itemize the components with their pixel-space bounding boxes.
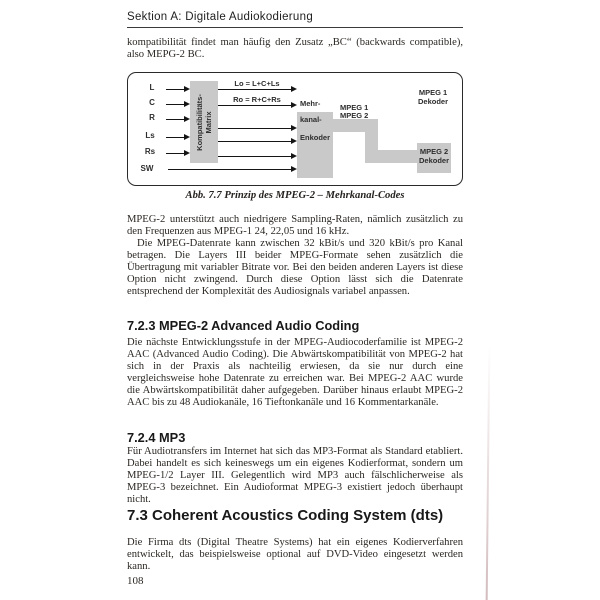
input-label-C: C xyxy=(149,98,155,107)
arrow-Rs-to-matrix xyxy=(166,153,184,154)
signal-label-lo: Lo = L+C+Ls xyxy=(234,79,280,88)
arrow-ro xyxy=(218,105,291,106)
paragraph-aac: Die nächste Entwicklungsstufe in der MPEG-Audiocoderfamilie ist MPEG-2 AAC (Advanced Audio Coding). Die Abwärtskompatibilität von MPEG-2 hat sich in der Praxis als nachteilig erwiesen, da sie nur durch eine vergleichsweise hohe Datenrate zu erreichen war. Bei MPEG-2 AAC wurde die Abwärtskompatibilität daher aufgegeben. Darüber hinaus erlaubt MPEG-2 AAC bis zu 48 Audiokanäle, 16 Tieftonkanäle und 16 Kommentarkanäle. xyxy=(127,337,463,408)
arrow-R-to-matrix xyxy=(166,119,184,120)
matrix-label-line1: Kompatibilitäts- xyxy=(194,93,204,151)
heading-7-2-3: 7.2.3 MPEG-2 Advanced Audio Coding xyxy=(127,318,360,333)
figure-caption: Abb. 7.7 Prinzip des MPEG-2 – Mehrkanal-Codes xyxy=(185,190,405,201)
arrow-C-to-matrix xyxy=(166,104,184,105)
paragraph-dts: Die Firma dts (Digital Theatre Systems) hat ein eigenes Kodierverfahren entwickelt, das beispielsweise optional auf DVD-Video eingesetzt werden kann. xyxy=(127,537,463,572)
running-header: Sektion A: Digitale Audiokodierung xyxy=(127,11,314,23)
input-label-L: L xyxy=(149,83,155,92)
header-rule xyxy=(127,27,463,28)
heading-7-3: 7.3 Coherent Acoustics Coding System (dts) xyxy=(127,507,444,524)
paragraph-mp3: Für Audiotransfers im Internet hat sich das MP3-Format als Standard etabliert. Dabei handelt es sich keineswegs um ein eigenes Kodierformat, sondern um MPEG-1/2 Layer III. Gelegentlich wird MP3 auch fälschlicherweise als MPEG-3 bezeichnet. Ein Audioformat MPEG-3 existiert jedoch überhaupt nicht. xyxy=(127,446,463,505)
matrix-label xyxy=(190,81,218,163)
decoder2-line1: MPEG 2 xyxy=(419,147,449,156)
arrow-L-to-matrix xyxy=(166,89,184,90)
page-number: 108 xyxy=(127,575,144,587)
input-label-R: R xyxy=(149,113,155,122)
figure-mpeg2-multichannel-diagram xyxy=(127,72,463,186)
encoder-label-line3: Enkoder xyxy=(300,133,331,142)
arrow-matrix-3 xyxy=(218,128,291,129)
encoder-label-line1: Mehr- xyxy=(300,99,321,108)
stream-label-mpeg1: MPEG 1 xyxy=(340,103,369,112)
encoder-label-line2: kanal- xyxy=(300,115,322,124)
stream-label-mpeg2: MPEG 2 xyxy=(340,111,369,120)
input-label-Rs: Rs xyxy=(144,147,156,156)
matrix-label-line2: Matrix xyxy=(203,110,213,134)
paragraph-datenrate: Die MPEG-Datenrate kann zwischen 32 kBit/s und 320 kBit/s pro Kanal betragen. Die Layers III beider MPEG-Formate sehen zusätzlich die Übertragung mit variabler Bitrate vor. Bei den beiden anderen Layers ist diese Option nicht zwingend. Durch diese Option lässt sich die Datenrate entsprechend der Komplexität des Audiosignals variabel anpassen. xyxy=(127,238,463,297)
input-label-Ls: Ls xyxy=(145,131,155,140)
arrow-lo xyxy=(218,89,291,90)
decoder2-line2: Dekoder xyxy=(418,155,449,165)
intro-paragraph: kompatibilität findet man häufig den Zusatz „BC“ (backwards compatible), also MEPG-2 BC. xyxy=(127,37,463,60)
page-edge-shadow xyxy=(486,345,491,600)
arrow-matrix-4 xyxy=(218,141,291,142)
input-label-SW: SW xyxy=(140,164,154,173)
decoder1-line2: Dekoder xyxy=(417,96,448,106)
arrow-sw-bypass xyxy=(168,169,291,170)
arrow-matrix-5 xyxy=(218,156,291,157)
heading-7-2-4: 7.2.4 MP3 xyxy=(127,430,186,445)
decoder1-label xyxy=(410,89,456,106)
arrow-Ls-to-matrix xyxy=(166,137,184,138)
paragraph-sampling: MPEG-2 unterstützt auch niedrigere Sampling-Raten, nämlich zusätzlich zu den Frequenzen aus MPEG-1 24, 22,05 und 16 kHz. xyxy=(127,214,463,237)
signal-label-ro: Ro = R+C+Rs xyxy=(233,95,281,104)
decoder1-line1: MPEG 1 xyxy=(418,88,448,97)
decoder2-label xyxy=(411,148,457,165)
